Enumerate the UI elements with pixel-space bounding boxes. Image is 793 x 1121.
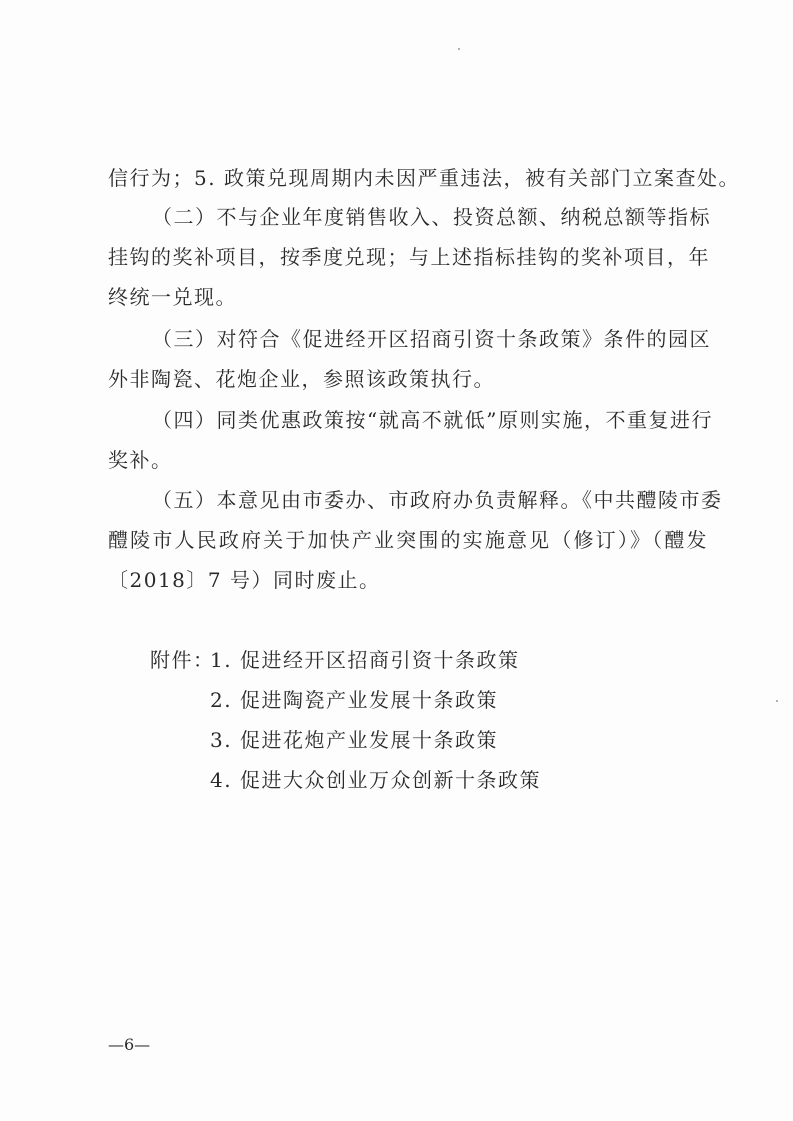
attachment-item: 3. 促进花炮产业发展十条政策 bbox=[210, 728, 498, 752]
attachments-label: 附件： bbox=[150, 648, 215, 672]
paragraph-section-4-line-2: 奖补。 bbox=[108, 448, 173, 472]
scan-speck bbox=[776, 700, 778, 702]
attachment-item: 2. 促进陶瓷产业发展十条政策 bbox=[210, 688, 498, 712]
attachment-item: 4. 促进大众创业万众创新十条政策 bbox=[210, 768, 541, 792]
paragraph-5-continuation: 信行为；5. 政策兑现周期内未因严重违法，被有关部门立案查处。 bbox=[108, 166, 740, 190]
paragraph-section-2-line-3: 终统一兑现。 bbox=[108, 285, 237, 309]
scan-speck bbox=[458, 48, 460, 50]
paragraph-section-4-line-1: （四）同类优惠政策按“就高不就低”原则实施，不重复进行 bbox=[152, 408, 713, 432]
paragraph-section-3-line-2: 外非陶瓷、花炮企业，参照该政策执行。 bbox=[108, 367, 495, 391]
paragraph-section-5-line-2: 醴陵市人民政府关于加快产业突围的实施意见（修订）》（醴发 bbox=[108, 528, 708, 552]
paragraph-section-5-line-1: （五）本意见由市委办、市政府办负责解释。《中共醴陵市委 bbox=[152, 488, 723, 512]
paragraph-section-5-line-3: 〔2018〕7 号）同时废止。 bbox=[108, 568, 381, 592]
paragraph-section-2-line-2: 挂钩的奖补项目，按季度兑现；与上述指标挂钩的奖补项目，年 bbox=[108, 245, 710, 269]
paragraph-section-3-line-1: （三）对符合《促进经开区招商引资十条政策》条件的园区 bbox=[152, 327, 711, 351]
paragraph-section-2-line-1: （二）不与企业年度销售收入、投资总额、纳税总额等指标 bbox=[152, 205, 711, 229]
attachment-item: 1. 促进经开区招商引资十条政策 bbox=[210, 648, 520, 672]
page-number: —6— bbox=[108, 1035, 151, 1054]
